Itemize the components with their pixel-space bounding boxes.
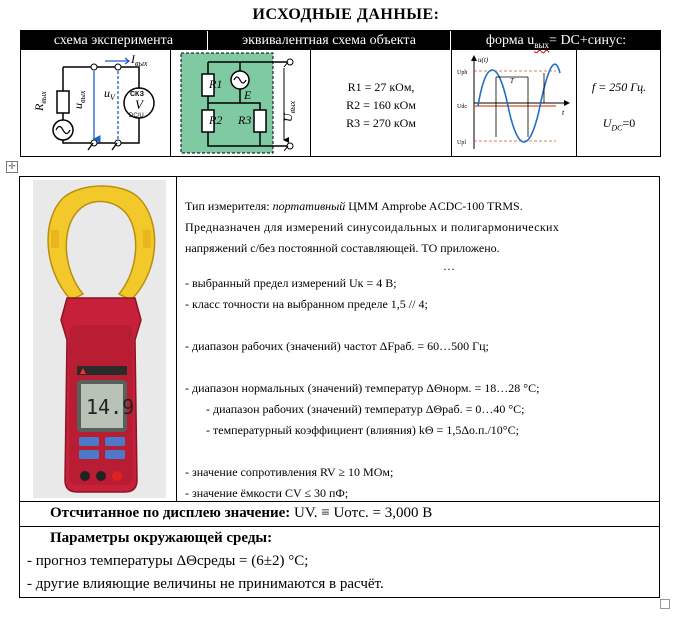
uph-label: Uph [457, 70, 468, 76]
udc-label: Udc [457, 104, 467, 110]
spec-freq-range: - диапазон рабочих (значений) частот ΔFраб. = 60…500 Гц; [185, 339, 489, 353]
spec-temp-work: - диапазон рабочих (значений) температур ΔΘраб. = 0…40 °С; [206, 402, 525, 416]
uout-sub: вых [288, 100, 297, 114]
svg-text:uвых [71, 90, 87, 109]
u-label: u [71, 103, 85, 109]
u-sub: вых [78, 90, 87, 103]
spec-temp-normal: - диапазон нормальных (значений) температур ΔΘнорм. = 18…28 °С; [185, 381, 540, 395]
r2-label: R2 [209, 113, 223, 127]
r3-value: R3 = 270 кОм [346, 116, 416, 130]
meter-display-value: 14.9 [86, 395, 135, 419]
divider [176, 176, 177, 501]
environment-other: - другие влияющие величины не принимаются в расчёт. [27, 576, 384, 592]
header-waveform: форма $u_{вых}=$ DC+синус: [451, 31, 661, 50]
svg-text:uV [104, 86, 116, 102]
divider [19, 526, 660, 527]
spacer [185, 441, 653, 462]
divider [170, 50, 171, 157]
t-axis-label: t [562, 108, 565, 117]
meter-sub: DC/U [129, 113, 144, 119]
meter-label: СКЗ [130, 91, 144, 98]
r1-value: R1 = 27 кОм, [347, 80, 415, 94]
spec-range: - выбранный предел измерений Uк = 4 В; [185, 276, 397, 290]
header-equivalent: эквивалентная схема объекта [208, 31, 450, 50]
page-title: ИСХОДНЫЕ ДАННЫЕ: [252, 6, 440, 23]
ellipsis: … [443, 259, 455, 273]
header-experiment: схема эксперимента [20, 31, 207, 50]
waveform-plot [456, 53, 574, 155]
clamp-meter-image [33, 180, 166, 498]
environment-heading: Параметры окружающей среды: [50, 530, 273, 546]
spacer [185, 357, 653, 378]
r2-value: R2 = 160 кОм [346, 98, 416, 112]
uout-label: U [281, 113, 295, 122]
svg-text:Rвых [32, 91, 48, 112]
frequency-value: f = 250 Гц. [591, 80, 647, 94]
meter-purpose-2: напряжений с/без постоянной составляющей. ТО приложено. [185, 241, 500, 255]
spacer [185, 315, 653, 336]
meter-v: V [135, 97, 143, 112]
upl-label: Upl [457, 140, 466, 146]
spec-capacitance: - значение ёмкости CV ≤ 30 пФ; [185, 486, 349, 500]
meter-purpose-1: Предназначен для измерений синусоидальных и полигармонических [185, 220, 560, 234]
display-reading: Отсчитанное по дисплею значение: UV. ≡ Uотс. = 3,000 В [50, 505, 433, 521]
period-label: T [510, 77, 514, 85]
experiment-circuit-diagram [21, 51, 170, 156]
resistor-values [311, 78, 451, 132]
spec-temp-coef: - температурный коэффициент (влияния) kΘ = 1,5Δо.п./10°С; [206, 423, 519, 437]
meter-spec [185, 196, 653, 504]
i-sub: вых [135, 59, 148, 68]
u-axis-label: u(t) [478, 56, 489, 64]
svg-text:Iвых [130, 52, 148, 68]
r-sub: вых [39, 91, 48, 104]
environment-temp: - прогноз температуры ΔΘсреды = (6±2) °С; [27, 553, 309, 569]
r-label: R [32, 103, 46, 111]
r1-label: R1 [209, 77, 223, 91]
uv-sub: V [110, 93, 115, 102]
resistor-rout [57, 91, 69, 113]
table-move-handle[interactable]: ✛ [6, 161, 18, 173]
svg-text:Uвых [281, 100, 297, 122]
spec-resistance: - значение сопротивления RV ≥ 10 МОм; [185, 465, 394, 479]
i-label: I [131, 52, 135, 66]
table-resize-handle[interactable] [660, 599, 670, 609]
r3-label: R3 [238, 113, 252, 127]
equivalent-circuit-diagram [180, 52, 300, 155]
spec-accuracy: - класс точности на выбранном пределе 1,5 // 4; [185, 297, 428, 311]
uv-label: u [104, 86, 110, 100]
meter-type: Тип измерителя: портативный ЦММ Amprobe ACDC-100 TRMS. [185, 199, 523, 213]
e-label: E [244, 88, 252, 102]
divider [576, 50, 577, 157]
udc-value: $U_{DC}=0$ [602, 116, 636, 133]
divider [451, 50, 452, 157]
